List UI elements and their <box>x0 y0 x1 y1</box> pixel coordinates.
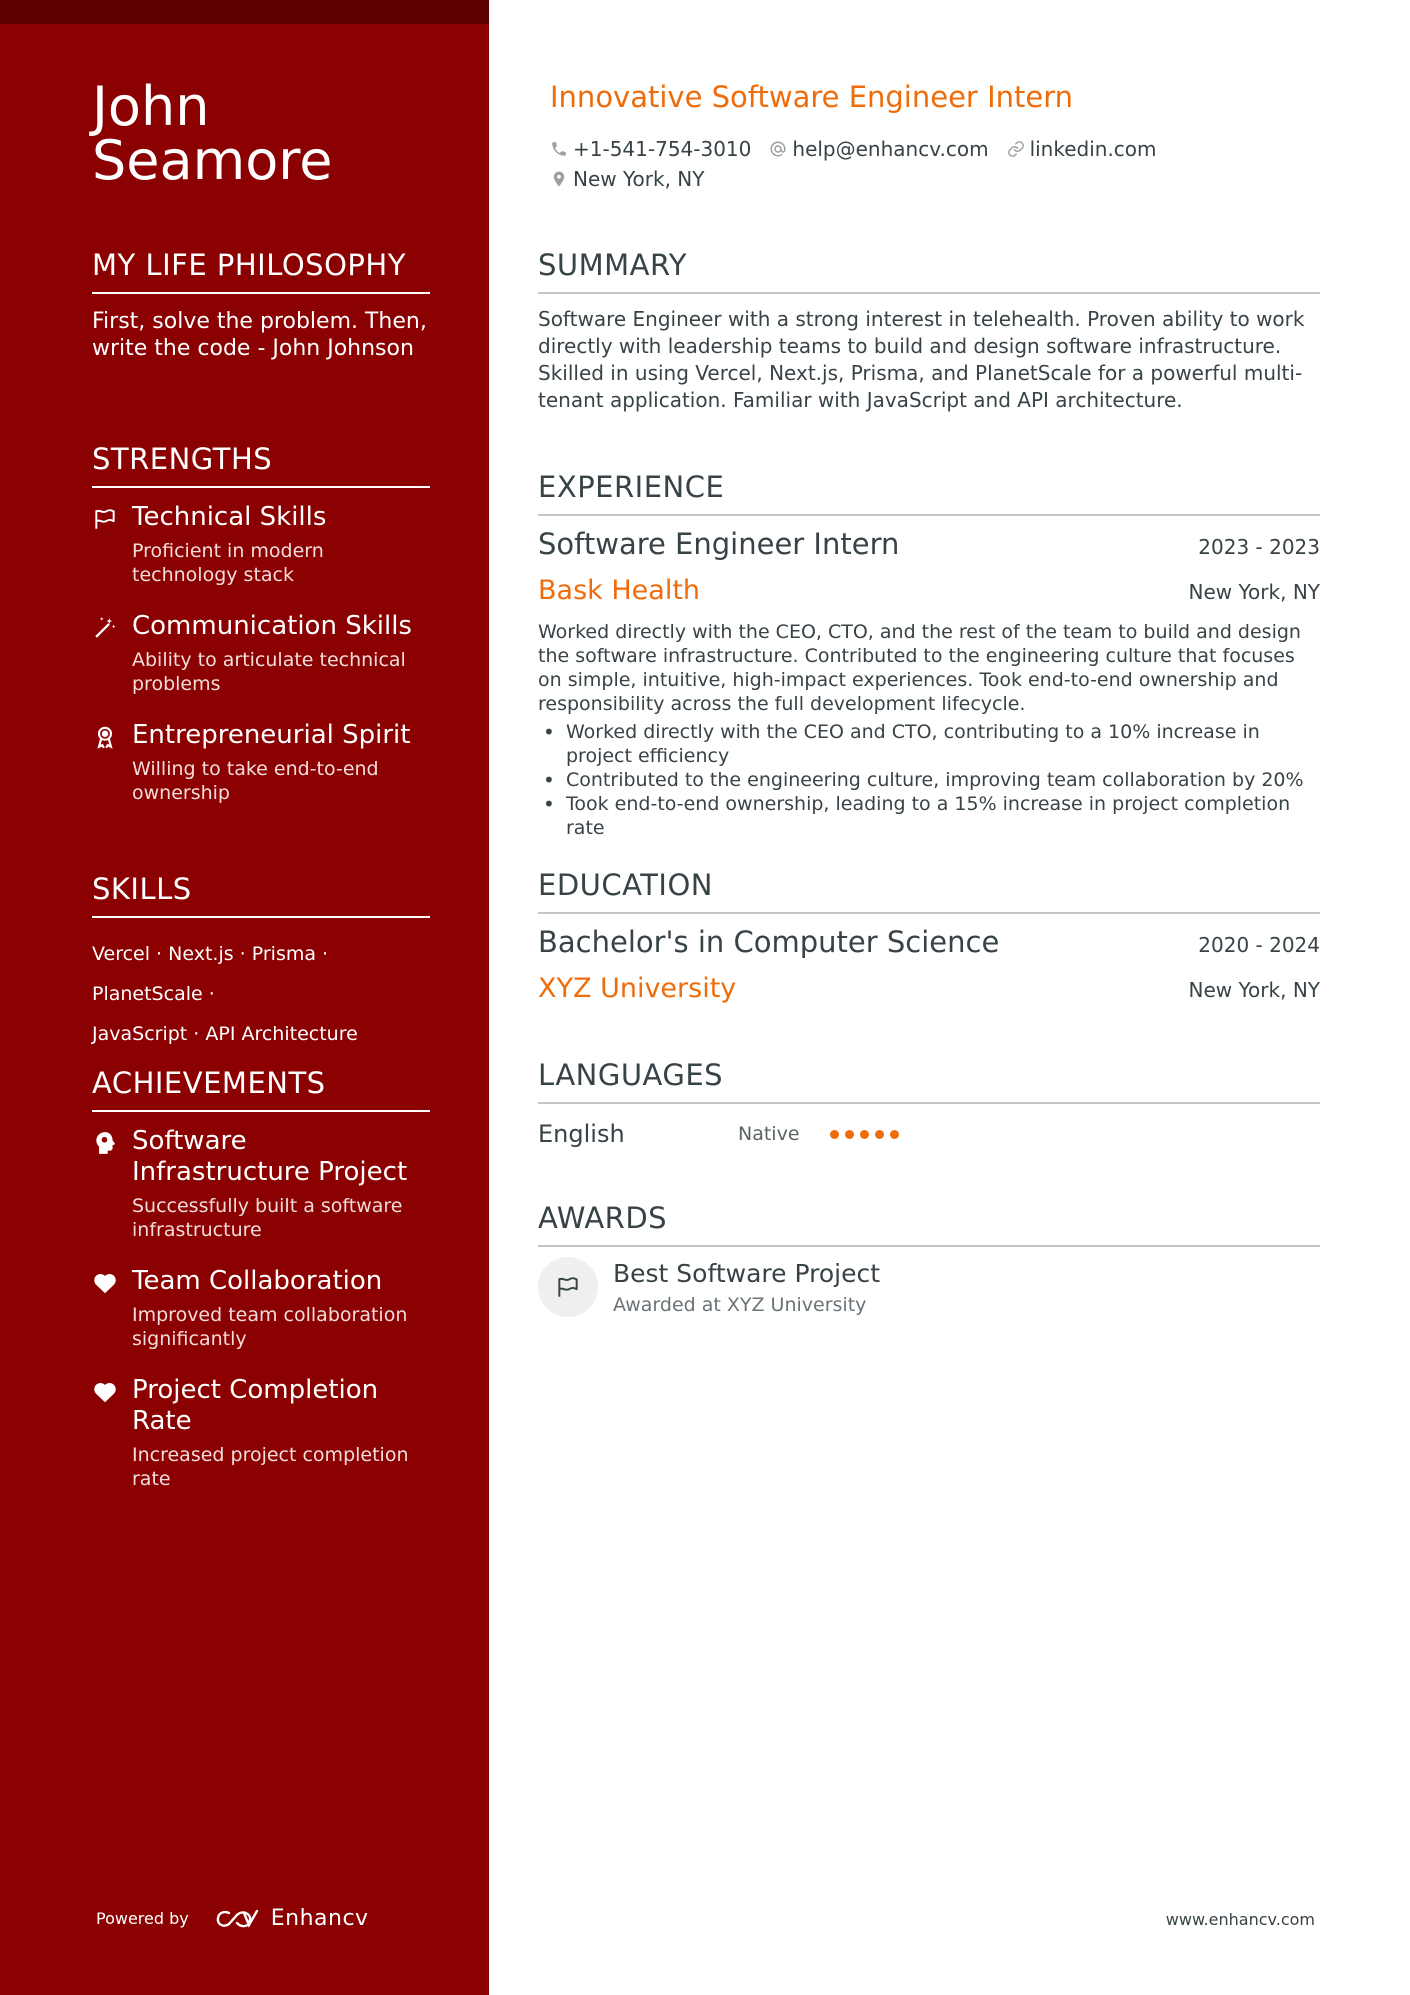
degree: Bachelor's in Computer Science <box>538 925 1000 959</box>
languages-section <box>538 1058 1320 1154</box>
school-name: XYZ University <box>538 973 737 1004</box>
skills-list <box>92 934 430 1054</box>
rating-dot <box>860 1130 869 1139</box>
language-item <box>538 1114 1320 1154</box>
achievement-item <box>92 1266 430 1351</box>
footer-url[interactable]: www.enhancv.com <box>1165 1910 1315 1929</box>
award-ribbon-icon <box>92 724 118 750</box>
head-brain-icon <box>92 1130 118 1156</box>
company-name: Bask Health <box>538 575 701 606</box>
strength-title: Technical Skills <box>132 502 327 532</box>
achievement-item <box>92 1375 430 1491</box>
strength-item <box>92 611 430 696</box>
education-dates: 2020 - 2024 <box>1198 933 1320 957</box>
achievement-title: Software Infrastructure Project <box>132 1126 408 1187</box>
experience-section <box>538 470 1320 840</box>
bullet-item: • Contributed to the engineering culture, improving team collaboration by 20% <box>538 768 1320 792</box>
job-dates: 2023 - 2023 <box>1198 535 1320 559</box>
strengths-section <box>92 442 430 805</box>
job-location: New York, NY <box>1188 580 1320 604</box>
summary-heading: SUMMARY <box>538 248 1320 294</box>
sidebar-top-bar <box>0 0 489 24</box>
contact-location <box>550 167 704 191</box>
skills-section <box>92 872 430 1054</box>
sidebar <box>0 0 489 1995</box>
at-sign-icon <box>769 140 787 158</box>
job-description: Worked directly with the CEO, CTO, and the rest of the team to build and design the software infrastructure. Contributed to the engineering culture that focuses on simple, intuitive, high-impact experiences. Took end-to-end ownership and responsibility across the full development lifecycle. <box>538 621 1301 715</box>
powered-by <box>96 1906 369 1931</box>
strength-desc: Ability to articulate technical problems <box>132 649 406 695</box>
language-name: English <box>538 1120 625 1148</box>
link-icon <box>1007 140 1025 158</box>
rating-dot <box>890 1130 899 1139</box>
contact-linkedin[interactable] <box>1007 137 1157 161</box>
flag-icon <box>92 506 118 532</box>
bullet-item: • Worked directly with the CEO and CTO, contributing to a 10% increase in project efficiency <box>538 720 1320 768</box>
summary-section <box>538 248 1320 414</box>
achievement-title: Team Collaboration <box>132 1266 383 1296</box>
rating-dot <box>875 1130 884 1139</box>
achievements-heading: ACHIEVEMENTS <box>92 1066 430 1112</box>
skills-heading: SKILLS <box>92 872 430 918</box>
language-rating <box>830 1130 905 1139</box>
award-item <box>538 1257 1320 1319</box>
award-subtitle: Awarded at XYZ University <box>613 1294 867 1316</box>
achievement-desc: Improved team collaboration significantly <box>132 1304 408 1350</box>
philosophy-section <box>92 248 430 362</box>
contact-email[interactable] <box>769 137 988 161</box>
phone-icon <box>550 140 568 158</box>
location-text: New York, NY <box>573 167 705 191</box>
education-heading: EDUCATION <box>538 868 1320 914</box>
bullet-item: • Took end-to-end ownership, leading to a 15% increase in project completion rate <box>538 792 1320 840</box>
contact-phone[interactable] <box>550 137 751 161</box>
achievement-title: Project Completion Rate <box>132 1375 379 1436</box>
rating-dot <box>845 1130 854 1139</box>
experience-heading: EXPERIENCE <box>538 470 1320 516</box>
education-section <box>538 868 1320 1010</box>
achievement-item <box>92 1126 430 1242</box>
strength-desc: Willing to take end-to-end ownership <box>132 758 379 804</box>
strength-title: Entrepreneurial Spirit <box>132 720 411 750</box>
award-title: Best Software Project <box>613 1259 880 1288</box>
enhancv-logo-icon <box>215 1908 261 1930</box>
magic-wand-icon <box>92 615 118 641</box>
language-level: Native <box>738 1123 800 1145</box>
summary-text: Software Engineer with a strong interest in telehealth. Proven ability to work directly with leadership teams to build and design software infrastructure. Skilled in using Vercel, Next.js, Prisma, and PlanetScale for a powerful multi-tenant application. Familiar with JavaScript and API architecture. <box>538 307 1305 412</box>
education-location: New York, NY <box>1188 978 1320 1002</box>
email-text: help@enhancv.com <box>792 137 989 161</box>
strength-item <box>92 720 430 805</box>
phone-text: +1-541-754-3010 <box>573 137 752 161</box>
contact-info <box>550 134 1175 194</box>
awards-section <box>538 1201 1320 1319</box>
headline: Innovative Software Engineer Intern <box>550 80 1074 114</box>
philosophy-heading: MY LIFE PHILOSOPHY <box>92 248 430 294</box>
heart-icon <box>92 1270 118 1296</box>
heart-icon <box>92 1379 118 1405</box>
experience-entry <box>538 524 1320 840</box>
enhancv-brand[interactable]: Enhancv <box>270 1906 369 1931</box>
powered-by-label: Powered by <box>96 1909 189 1928</box>
strength-desc: Proficient in modern technology stack <box>132 540 324 586</box>
flag-icon <box>555 1274 581 1300</box>
location-pin-icon <box>550 170 568 188</box>
education-entry <box>538 922 1320 1010</box>
strength-item <box>92 502 430 587</box>
languages-heading: LANGUAGES <box>538 1058 1320 1104</box>
candidate-name <box>92 75 452 192</box>
first-name: John <box>92 75 210 138</box>
skills-line-1: Vercel · Next.js · Prisma · PlanetScale · <box>92 943 329 1005</box>
achievements-section <box>92 1066 430 1491</box>
philosophy-text: First, solve the problem. Then, write the code - John Johnson <box>92 309 427 361</box>
linkedin-text: linkedin.com <box>1029 137 1157 161</box>
last-name: Seamore <box>92 129 333 192</box>
awards-heading: AWARDS <box>538 1201 1320 1247</box>
achievement-desc: Successfully built a software infrastructure <box>132 1195 403 1241</box>
strength-title: Communication Skills <box>132 611 412 641</box>
job-bullets <box>538 720 1320 840</box>
award-icon-circle <box>538 1257 598 1317</box>
strengths-heading: STRENGTHS <box>92 442 430 488</box>
rating-dot <box>830 1130 839 1139</box>
achievement-desc: Increased project completion rate <box>132 1444 409 1490</box>
skills-line-2: JavaScript · API Architecture <box>92 1023 358 1045</box>
job-title: Software Engineer Intern <box>538 527 900 561</box>
